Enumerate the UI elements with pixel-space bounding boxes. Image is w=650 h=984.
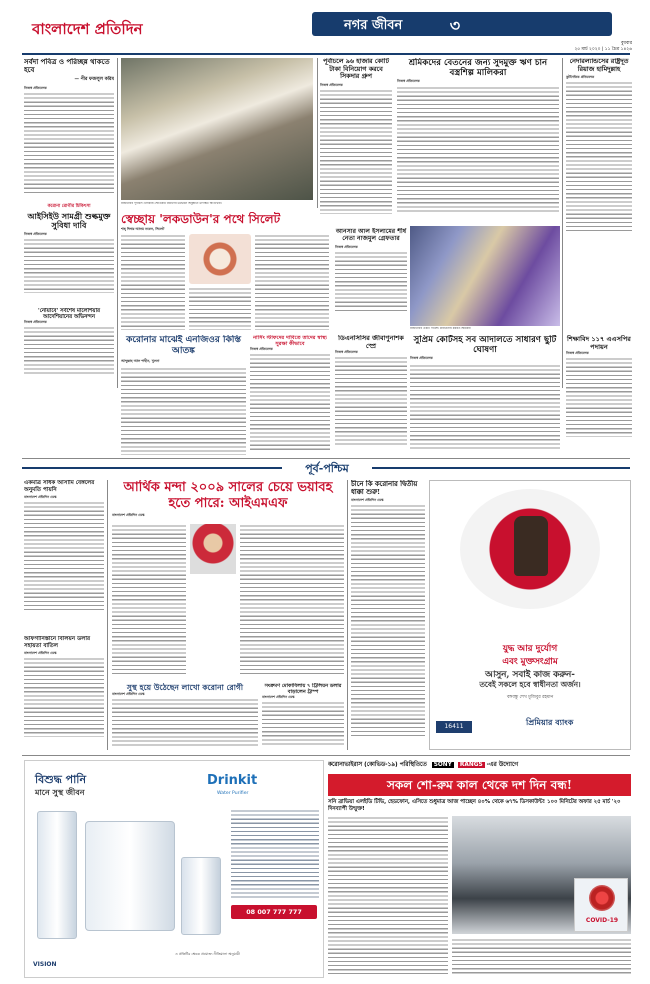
ad-sony-rangs	[328, 760, 631, 978]
world-w5	[24, 480, 104, 630]
purifier-2	[85, 821, 175, 931]
body-text	[566, 81, 632, 231]
byline: নিজস্ব প্রতিবেদক	[24, 232, 47, 236]
line3: আসুন, সবাই কাজ করুন-	[485, 670, 575, 680]
section-label: পূর্ব-পশ্চিম	[282, 460, 372, 476]
byline: নিজস্ব প্রতিবেদক	[410, 356, 433, 360]
article-a7	[24, 203, 114, 303]
top-block-rule	[22, 458, 630, 459]
corona-graphic	[189, 234, 251, 284]
section-label-bar	[22, 460, 630, 476]
masthead-rule	[22, 53, 630, 55]
byline: নিজস্ব প্রতিবেদক	[335, 244, 358, 249]
column-rule	[317, 58, 318, 208]
sponsor-logo: VISION	[33, 961, 57, 968]
body-text	[320, 89, 392, 214]
text-columns	[397, 86, 559, 214]
body-text	[112, 698, 258, 748]
headline: সর্বদা পবিত্র ও পরিচ্ছন্ন থাকতে হবে	[24, 58, 110, 74]
purifier-1	[37, 811, 77, 939]
headline: নেদারল্যান্ডসের রাষ্ট্রদূত রিয়াজ হামিদুল্লাহ	[569, 58, 629, 73]
article-a8	[24, 308, 114, 383]
rangs-logo: RANGS	[459, 762, 483, 768]
middle-rule	[22, 755, 630, 756]
column-rule	[117, 58, 118, 388]
headline: নার্সিং স্টাফদের দাবিতে তাদের স্বাস্থ্য সুরক্ষা কীভাবে	[253, 335, 327, 347]
ad-drinkit	[24, 760, 324, 978]
bank-name: প্রিমিয়ার ব্যাংক	[526, 717, 574, 727]
ad-headline: সকল শো-রুম কাল থেকে দশ দিন বন্ধ!	[328, 774, 631, 796]
covid-label: COVID-19	[585, 917, 619, 924]
byline: বাংলাদেশ প্রতিদিন ডেস্ক	[351, 498, 384, 502]
section-name: নগর জীবন	[344, 18, 403, 33]
text-mid	[189, 287, 251, 330]
body-text	[335, 356, 407, 446]
headline: আনসার আল ইসলামের শীর্ষ নেতা নাজমুল গ্রেফতার	[335, 228, 407, 243]
photo-garment	[410, 226, 560, 326]
world-w1	[112, 480, 344, 680]
page-number: ৩	[449, 16, 461, 35]
body-text	[410, 364, 560, 449]
byline: আব্দুল্লাহ আল শাহীন, খুলনা	[121, 359, 160, 363]
kicker: করোনা রোগীর চিকিৎসা	[47, 204, 91, 209]
text-left	[121, 234, 185, 330]
line2: এবং মুক্তসংগ্রাম	[502, 657, 558, 667]
article-a5	[121, 212, 329, 332]
article-a11	[335, 335, 407, 455]
headline: ডিএনসিসির জীবাণুনাশক স্প্রে	[338, 335, 404, 350]
ad-copy	[231, 809, 319, 899]
headline: সংক্রমণ মোকাবিলায় ৭ ট্রিলিয়ন ডলার বাড়ালেন ট্রাম্প	[264, 683, 342, 695]
photo-caption: রাজধানীর একটি গার্মেন্ট কারখানায় কর্মরত শ্রমিকরা	[410, 327, 471, 330]
sony-logo: SONY	[433, 762, 452, 768]
body-text	[24, 326, 114, 376]
body-text	[262, 701, 344, 746]
day: বুধবার	[620, 41, 632, 46]
brand-logo: Drinkit	[207, 773, 258, 788]
ad-title: বিশুদ্ধ পানি	[35, 773, 87, 786]
article-a2	[320, 58, 392, 218]
body-text	[335, 251, 407, 311]
byline: নিজস্ব প্রতিবেদক	[320, 82, 343, 87]
headline: আফগানিস্তানে বিলিয়ন ডলার সহায়তা বাতিল	[24, 636, 91, 649]
line1: যুদ্ধ আর দুর্যোগ	[502, 644, 558, 654]
headline: সুস্থ হয়ে উঠেছেন লাখো করোনা রোগী	[126, 683, 244, 692]
byline: শাহ্‌ দিদার আলম নবেল, সিলেট	[121, 227, 165, 231]
headline: আর্থিক মন্দা ২০০৯ সালের চেয়ে ভয়াবহ হতে পারে: আইএমএফ	[123, 480, 333, 511]
byline: নিজস্ব প্রতিবেদক	[24, 320, 47, 325]
article-a6	[335, 228, 407, 328]
byline: কূটনৈতিক প্রতিবেদক	[566, 75, 595, 80]
headline: সুপ্রিম কোর্টসহ সব আদালতে সাধারণ ছুটি ঘোষণা	[413, 335, 557, 355]
article-a12	[410, 335, 560, 455]
headline: পূর্বাচলে ৯৬ হাজার কোটি টাকা বিনিয়োগ করবে সিকদার গ্রুপ	[322, 58, 390, 81]
subhead: — পীর ফজলুল করিম	[74, 77, 114, 82]
ad-body-right	[452, 938, 631, 974]
world-w4	[262, 683, 344, 753]
byline: বাংলাদেশ প্রতিদিন ডেস্ক	[262, 695, 295, 699]
headline: একমাত্র সাধক আসামি বেঙ্গলের অনুমতি পায়নি	[24, 480, 95, 493]
sign: বঙ্গবন্ধু শেখ মুজিবুর রহমান	[506, 695, 554, 700]
headline: চীনে কি করোনার দ্বিতীয় ধাক্কা শুরু!	[351, 480, 418, 496]
body-text	[121, 367, 246, 455]
column-rule	[347, 480, 348, 750]
article-a3	[397, 58, 559, 218]
ad-top-text: করোনাভাইরাস (কোভিড-১৯) পরিস্থিতিতে	[328, 762, 427, 768]
world-w3	[112, 683, 258, 753]
ad-top-text2: -এর উদ্যোগে	[486, 762, 519, 768]
text-left	[112, 524, 186, 674]
phone: 08 007 777 777	[246, 908, 302, 916]
body-text	[566, 357, 632, 437]
byline: নিজস্ব প্রতিবেদক	[397, 79, 420, 83]
covid-box	[574, 878, 628, 932]
virus-icon	[589, 885, 615, 911]
body-text	[24, 501, 104, 611]
masthead	[22, 10, 632, 52]
body-text	[351, 504, 425, 739]
byline: নিজস্ব প্রতিবেদক	[335, 350, 358, 355]
headline: শ্রমিকদের বেতনের জন্য সুদমুক্ত ঋণ চান বস্ত্রশিল্প মালিকরা	[408, 58, 548, 78]
headline: করোনার মাঝেই এনজিওর কিস্তি আতঙ্ক	[126, 335, 241, 356]
byline: নিজস্ব প্রতিবেদক	[566, 351, 589, 355]
article-a10	[250, 335, 330, 455]
byline: বাংলাদেশ প্রতিদিন ডেস্ক	[24, 651, 57, 656]
ad-sub: সনি ব্রাভিয়া এলইডি টিভি, হেডফোন, এসিতে শুধুমাত্র আজ পাচ্ছেন ৪০% থেকে ৬৭% ডিসকাউন্ট! ১০০ মিনিটের অফার ২৫ মার্চ '২০ দিনব্যাপী উন্মুক্ত!	[328, 799, 621, 812]
column-rule	[562, 58, 563, 388]
issue-date-full: ২৫ মার্চ ২০২০ | ১১ চৈত্র ১৪২৬	[574, 47, 632, 52]
byline: নিজস্ব প্রতিবেদক	[24, 86, 47, 90]
byline: বাংলাদেশ প্রতিদিন ডেস্ক	[112, 513, 145, 517]
imf-photo	[190, 524, 236, 574]
body-text	[24, 238, 114, 293]
paper-logo	[32, 18, 143, 43]
world-w6	[24, 636, 104, 746]
byline: বাংলাদেশ প্রতিদিন ডেস্ক	[24, 495, 57, 500]
phone-badge	[231, 905, 317, 919]
body-text	[24, 92, 114, 193]
article-a9	[121, 335, 246, 455]
line4: তবেই সকলে হবে স্বাধীনতা অর্জন।	[479, 680, 581, 689]
photo-ceremony	[121, 58, 313, 200]
column-rule	[107, 480, 108, 750]
byline: বাংলাদেশ প্রতিদিন ডেস্ক	[112, 692, 145, 696]
world-w2	[351, 480, 425, 750]
photo-caption: রাজধানীর পূর্বাচল এলাকায় স্টেডিয়াম নির্মাণের উদ্বোধন অনুষ্ঠানে উপস্থিত অতিথিরা।	[121, 202, 222, 205]
brand-sub: Water Purifier	[217, 791, 249, 796]
ad-title2: মানে সুস্থ জীবন	[35, 787, 85, 797]
byline: নিজস্ব প্রতিবেদক	[250, 347, 273, 351]
article-a13	[566, 335, 632, 455]
body-text	[250, 353, 330, 453]
fist-shape	[514, 516, 548, 576]
ad-tag: এ প্রতিটির ক্ষেত্রে প্রযোজ্য নীতিমালা অনুযায়ী	[175, 952, 240, 956]
paper-name: বাংলাদেশ প্রতিদিন	[32, 20, 143, 38]
headline: 'নোয়াবে' সর্বশেষ মালেশিয়ার আদেশিয়ানের অভিনন্দন	[38, 308, 100, 321]
article-a4	[566, 58, 632, 258]
ad-premier-bank	[429, 480, 631, 750]
headline: স্বেচ্ছায় 'লকডাউন'র পথে সিলেট	[121, 212, 281, 226]
bank-num: 16411	[436, 721, 472, 733]
body-text	[24, 657, 104, 737]
text-right	[240, 524, 344, 674]
ad-body-left	[328, 816, 448, 974]
ad-top	[328, 760, 631, 772]
text-right	[255, 234, 329, 330]
headline: আইসিইউ সামগ্রী শুল্কমুক্ত সুবিধা দাবি	[27, 211, 111, 230]
headline: শিক্ষাবিদ ১১৭ এএসপির পদায়ন	[567, 335, 631, 351]
purifier-3	[181, 857, 221, 935]
article-a1	[24, 58, 114, 193]
